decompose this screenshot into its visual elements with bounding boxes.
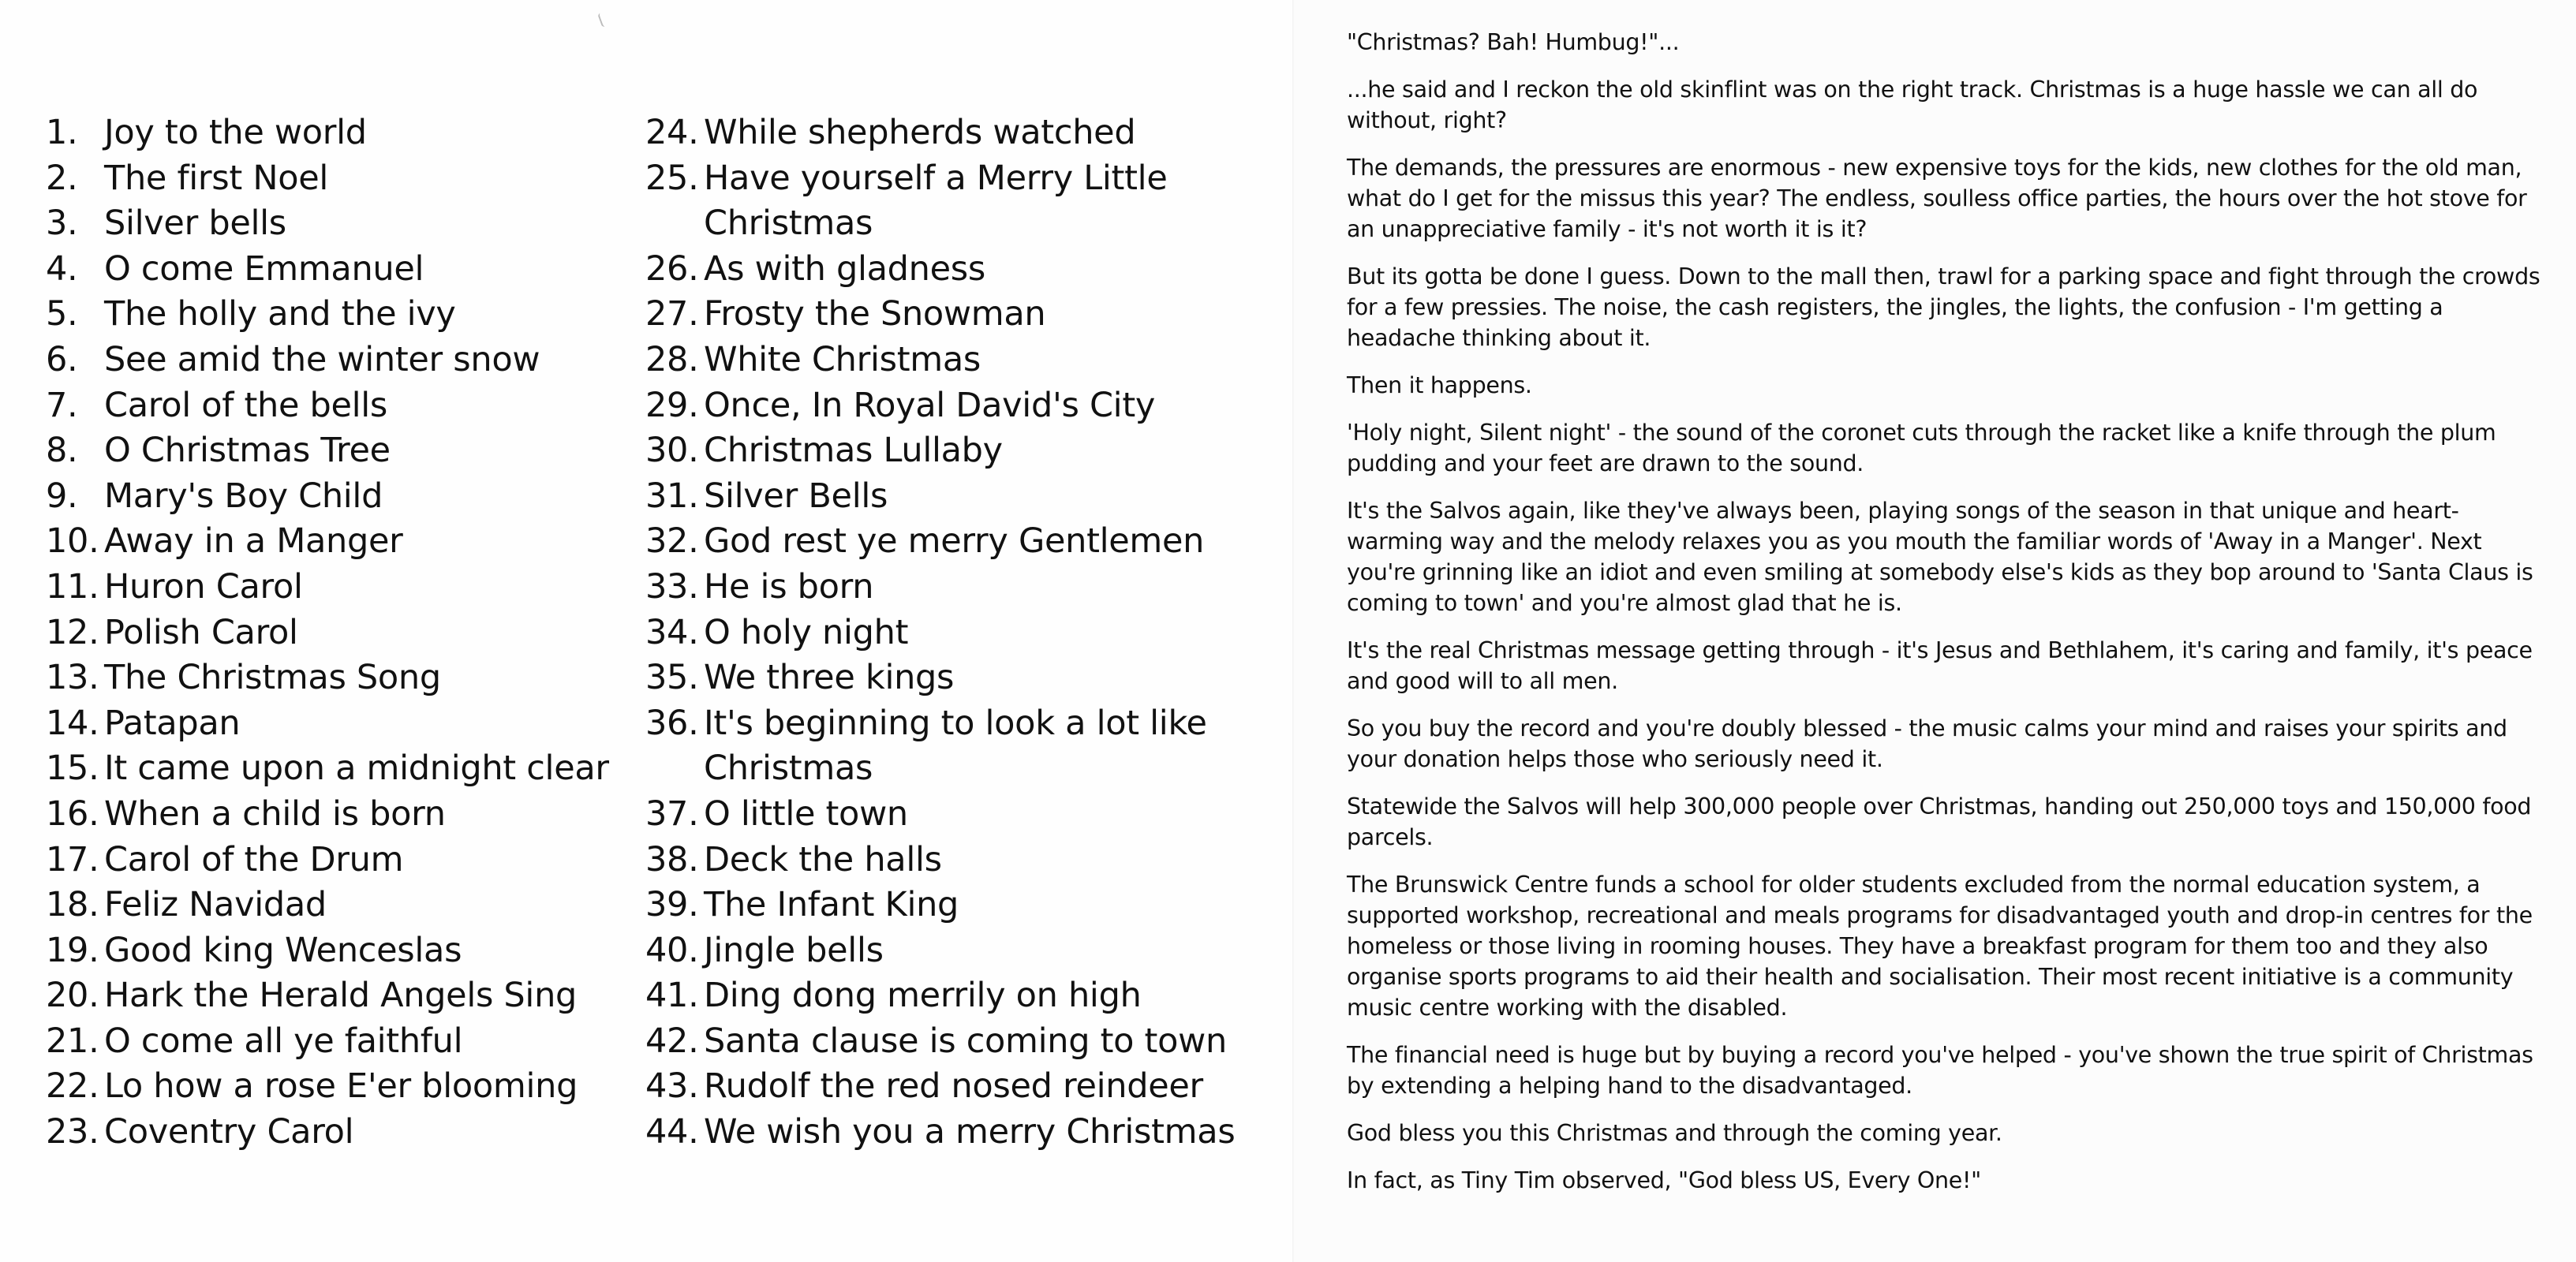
track-title: Away in a Manger	[104, 521, 403, 562]
track-item	[46, 701, 630, 747]
track-number: 1.	[46, 113, 78, 152]
track-title: Mary's Boy Child	[104, 476, 383, 516]
track-item	[46, 428, 630, 474]
track-number: 12.	[46, 612, 99, 652]
track-title: While shepherds watched	[704, 113, 1136, 152]
track-title: When a child is born	[104, 793, 446, 834]
track-title: Santa clause is coming to town	[704, 1021, 1227, 1061]
notes-paragraph: The Brunswick Centre funds a school for older students excluded from the normal education system, a supported workshop, recreational and meals programs for disadvantaged youth and drop-in centres for the homeless or those living in rooming houses. They have a breakfast program for them too and they also organise sports programs to aid their health and socialisation. Their most recent initiative is a community music centre working with the disabled.	[1347, 872, 2533, 1021]
track-title: Frosty the Snowman	[704, 294, 1046, 334]
track-item	[46, 973, 630, 1019]
track-title: The Infant King	[704, 885, 959, 925]
track-title: Coventry Carol	[104, 1112, 354, 1152]
track-number: 3.	[46, 203, 78, 244]
track-item	[645, 928, 1269, 974]
track-item	[46, 928, 630, 974]
track-number: 11.	[46, 566, 99, 607]
track-number: 38.	[645, 839, 699, 879]
track-number: 24.	[645, 113, 699, 152]
track-number: 40.	[645, 930, 699, 970]
track-number: 2.	[46, 158, 78, 198]
track-item	[645, 1064, 1269, 1110]
notes-paragraph: It's the Salvos again, like they've always been, playing songs of the season in that unique and heart-warming way and the melody relaxes you as you mouth the familiar words of 'Away in a Manger'. Next you're grinning like an idiot and even smiling at somebody else's kids as they bop around to 'Santa Claus is coming to town' and you're almost glad that he is.	[1347, 498, 2533, 616]
liner-notes	[1347, 27, 2546, 1212]
track-title: The first Noel	[104, 158, 329, 198]
track-item	[46, 247, 630, 293]
track-item	[46, 519, 630, 565]
track-item	[645, 883, 1269, 928]
track-title: Carol of the Drum	[104, 839, 404, 879]
track-number: 29.	[645, 385, 699, 425]
track-title: Christmas Lullaby	[704, 431, 1003, 471]
track-title: Have yourself a Merry Little Christmas	[704, 158, 1168, 244]
track-title: Ding dong merrily on high	[704, 976, 1142, 1016]
track-title: Feliz Navidad	[104, 885, 327, 925]
track-title: Hark the Herald Angels Sing	[104, 976, 578, 1016]
notes-paragraph: Statewide the Salvos will help 300,000 people over Christmas, handing out 250,000 toys and 150,000 food parcels.	[1347, 793, 2532, 850]
track-item	[46, 1064, 630, 1110]
notes-paragraph: But its gotta be done I guess. Down to the mall then, trawl for a parking space and fight through the crowds for a few pressies. The noise, the cash registers, the jingles, the lights, the confusion - I'm getting a headache thinking about it.	[1347, 263, 2540, 351]
track-number: 15.	[46, 749, 99, 789]
track-item	[46, 1110, 630, 1156]
track-number: 25.	[645, 158, 699, 198]
notes-paragraph: It's the real Christmas message getting through - it's Jesus and Bethlahem, it's caring and family, it's peace and good will to all men.	[1347, 637, 2533, 694]
track-item	[645, 1110, 1269, 1156]
track-number: 14.	[46, 703, 99, 743]
notes-paragraph: So you buy the record and you're doubly blessed - the music calms your mind and raises your spirits and your donation helps those who seriously need it.	[1347, 715, 2507, 772]
track-title: We three kings	[704, 658, 955, 698]
track-item	[46, 338, 630, 383]
track-item	[645, 655, 1269, 701]
notes-paragraph: "Christmas? Bah! Humbug!"...	[1347, 29, 1680, 55]
track-title: Rudolf the red nosed reindeer	[704, 1066, 1203, 1107]
track-number: 35.	[645, 658, 699, 698]
track-title: Silver bells	[104, 203, 286, 244]
notes-paragraph: In fact, as Tiny Tim observed, "God bless US, Every One!"	[1347, 1167, 1981, 1193]
track-title: Silver Bells	[704, 476, 888, 516]
track-number: 42.	[645, 1021, 699, 1061]
track-title: White Christmas	[704, 339, 981, 379]
track-number: 17.	[46, 839, 99, 879]
track-item	[645, 428, 1269, 474]
track-title: Lo how a rose E'er blooming	[104, 1066, 578, 1107]
track-item	[645, 519, 1269, 565]
track-item	[46, 792, 630, 838]
track-number: 32.	[645, 521, 699, 562]
track-title: It came upon a midnight clear	[104, 749, 609, 789]
track-number: 36.	[645, 703, 699, 743]
track-item	[46, 474, 630, 520]
page-fold	[1292, 0, 1294, 1262]
track-number: 28.	[645, 339, 699, 379]
track-item	[46, 610, 630, 656]
track-item	[645, 701, 1269, 792]
track-item	[46, 655, 630, 701]
track-item	[645, 565, 1269, 610]
track-number: 43.	[645, 1066, 699, 1107]
track-number: 7.	[46, 385, 78, 425]
notes-paragraph: The demands, the pressures are enormous - new expensive toys for the kids, new clothes for the old man, what do I get for the missus this year? The endless, soulless office parties, the hours over the hot stove for an unappreciative family - it's not worth it is it?	[1347, 155, 2527, 242]
track-number: 33.	[645, 566, 699, 607]
tracklist-column-2	[645, 110, 1269, 1156]
track-item	[645, 792, 1269, 838]
track-item	[46, 110, 630, 156]
track-number: 34.	[645, 612, 699, 652]
track-item	[46, 1019, 630, 1065]
track-item	[46, 565, 630, 610]
track-number: 4.	[46, 248, 78, 289]
track-number: 19.	[46, 930, 99, 970]
track-item	[46, 383, 630, 429]
track-number: 5.	[46, 294, 78, 334]
track-item	[46, 156, 630, 202]
track-item	[645, 110, 1269, 156]
track-title: O come Emmanuel	[104, 248, 424, 289]
track-number: 27.	[645, 294, 699, 334]
track-item	[46, 201, 630, 247]
track-number: 18.	[46, 885, 99, 925]
track-item	[46, 746, 630, 792]
track-title: We wish you a merry Christmas	[704, 1112, 1236, 1152]
track-item	[645, 1019, 1269, 1065]
track-item	[645, 338, 1269, 383]
track-title: Carol of the bells	[104, 385, 388, 425]
track-title: As with gladness	[704, 248, 985, 289]
track-title: Good king Wenceslas	[104, 930, 462, 970]
track-title: Deck the halls	[704, 839, 942, 879]
track-number: 26.	[645, 248, 699, 289]
track-item	[46, 292, 630, 338]
notes-paragraph: Then it happens.	[1347, 372, 1532, 398]
track-number: 16.	[46, 793, 99, 834]
track-item	[645, 156, 1269, 247]
track-title: Huron Carol	[104, 566, 303, 607]
track-number: 23.	[46, 1112, 99, 1152]
notes-paragraph: 'Holy night, Silent night' - the sound of the coronet cuts through the racket like a knife through the plum pudding and your feet are drawn to the sound.	[1347, 420, 2496, 476]
track-title: Jingle bells	[704, 930, 884, 970]
track-title: He is born	[704, 566, 874, 607]
track-number: 30.	[645, 431, 699, 471]
track-title: Polish Carol	[104, 612, 298, 652]
track-item	[645, 292, 1269, 338]
track-title: Patapan	[104, 703, 241, 743]
track-number: 41.	[645, 976, 699, 1016]
track-title: See amid the winter snow	[104, 339, 540, 379]
track-item	[645, 610, 1269, 656]
track-number: 13.	[46, 658, 99, 698]
track-item	[645, 973, 1269, 1019]
track-item	[645, 383, 1269, 429]
track-title: O holy night	[704, 612, 909, 652]
track-item	[46, 838, 630, 883]
track-number: 37.	[645, 793, 699, 834]
track-item	[645, 474, 1269, 520]
track-title: Joy to the world	[104, 113, 367, 152]
notes-paragraph: The financial need is huge but by buying a record you've helped - you've shown the true spirit of Christmas by extending a helping hand to the disadvantaged.	[1347, 1042, 2533, 1099]
notes-paragraph: ...he said and I reckon the old skinflint was on the right track. Christmas is a huge hassle we can all do without, right?	[1347, 77, 2478, 133]
track-title: God rest ye merry Gentlemen	[704, 521, 1205, 562]
track-title: O little town	[704, 793, 908, 834]
track-item	[46, 883, 630, 928]
tracklist-column-1	[46, 110, 630, 1156]
track-number: 9.	[46, 476, 78, 516]
track-title: Once, In Royal David's City	[704, 385, 1156, 425]
track-title: It's beginning to look a lot like Christmas	[704, 703, 1207, 789]
track-title: O come all ye faithful	[104, 1021, 463, 1061]
notes-paragraph: God bless you this Christmas and through the coming year.	[1347, 1120, 2002, 1146]
track-item	[645, 247, 1269, 293]
track-number: 8.	[46, 431, 78, 471]
track-number: 10.	[46, 521, 99, 562]
track-number: 44.	[645, 1112, 699, 1152]
track-number: 31.	[645, 476, 699, 516]
track-title: O Christmas Tree	[104, 431, 391, 471]
track-number: 22.	[46, 1066, 99, 1107]
track-title: The Christmas Song	[104, 658, 441, 698]
track-number: 39.	[645, 885, 699, 925]
track-number: 6.	[46, 339, 78, 379]
track-number: 21.	[46, 1021, 99, 1061]
track-title: The holly and the ivy	[104, 294, 456, 334]
track-item	[645, 838, 1269, 883]
track-number: 20.	[46, 976, 99, 1016]
